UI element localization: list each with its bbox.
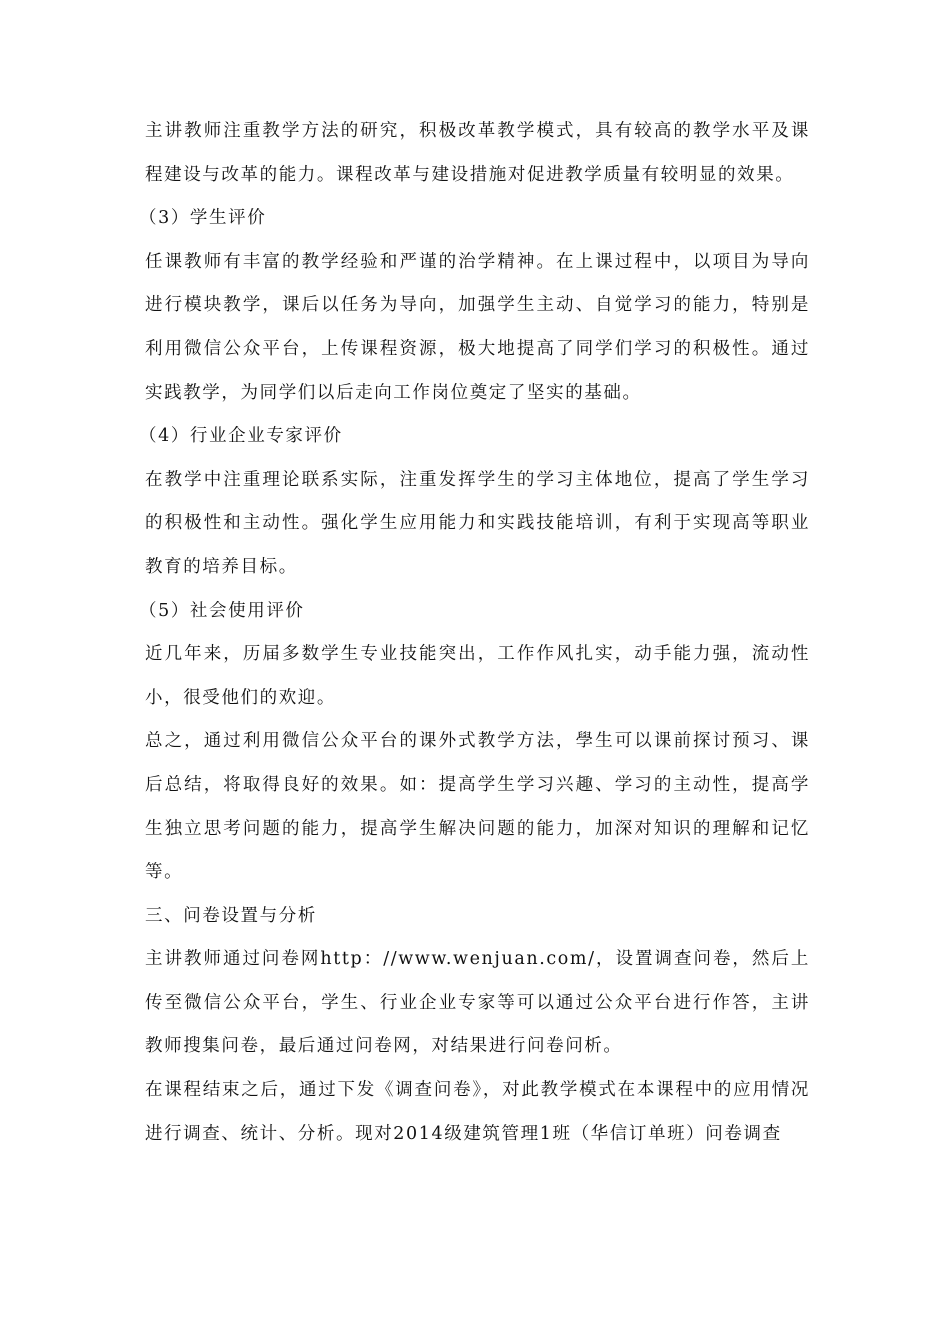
paragraph-student-evaluation: 任课教师有丰富的教学经验和严谨的治学精神。在上课过程中，以项目为导向进行模块教学，课后以任务为导向，加强学生主动、自觉学习的能力，特别是利用微信公众平台，上传课程资源，极大地提高了同学们学习的积极性。通过实践教学，为同学们以后走向工作岗位奠定了坚实的基础。 — [145, 251, 810, 403]
paragraph-questionnaire-setup: 主讲教师通过问卷网http：//www.wenjuan.com/，设置调查问卷，然后上传至微信公众平台，学生、行业企业专家等可以通过公众平台进行作答，主讲教师搜集问卷，最后通过问卷网，对结果进行问卷问析。 — [145, 949, 810, 1057]
heading-student-evaluation: （3）学生评价 — [139, 208, 267, 229]
heading-expert-evaluation: （4）行业企业专家评价 — [139, 426, 343, 447]
paragraph-summary: 总之，通过利用微信公众平台的课外式教学方法，學生可以课前探讨预习、课后总结，将取得良好的效果。如：提高学生学习兴趣、学习的主动性，提高学生独立思考问题的能力，提高学生解决问题的能力，加深对知识的理解和记忆等。 — [145, 731, 810, 883]
heading-questionnaire-section: 三、问卷设置与分析 — [145, 905, 317, 926]
paragraph-teaching-method: 主讲教师注重教学方法的研究，积极改革教学模式，具有较高的教学水平及课程建设与改革的能力。课程改革与建设措施对促进教学质量有较明显的效果。 — [145, 121, 810, 185]
paragraph-social-evaluation: 近几年来，历届多数学生专业技能突出，工作作风扎实，动手能力强，流动性小，很受他们的欢迎。 — [145, 644, 810, 708]
heading-social-evaluation: （5）社会使用评价 — [139, 600, 305, 621]
document-body — [139, 110, 810, 1156]
paragraph-questionnaire-analysis: 在课程结束之后，通过下发《调查问卷》，对此教学模式在本课程中的应用情况进行调查、统计、分析。现对2014级建筑管理1班（华信订单班）问卷调查 — [145, 1080, 810, 1144]
paragraph-expert-evaluation: 在教学中注重理论联系实际，注重发挥学生的学习主体地位，提高了学生学习的积极性和主动性。强化学生应用能力和实践技能培训，有利于实现高等职业教育的培养目标。 — [145, 469, 810, 577]
